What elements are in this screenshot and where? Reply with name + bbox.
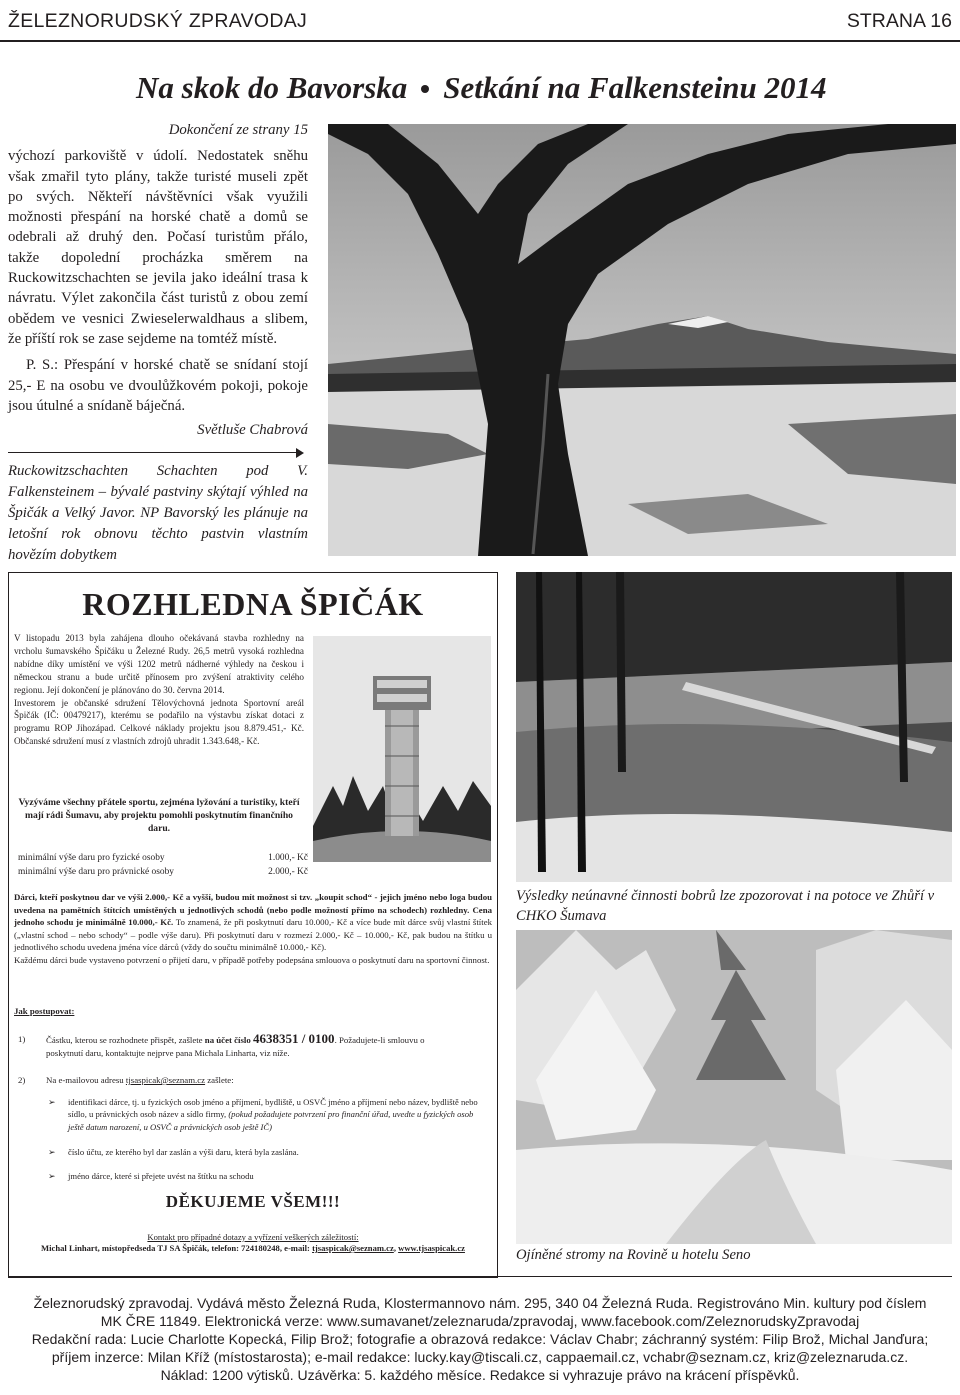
buy-a-step-info xyxy=(14,891,492,966)
step-text-tail: . Požadujete-li smlouvu o poskytnutí daru, kontaktujte nejprve pana Michala Linharta, viz níže. xyxy=(46,1035,425,1058)
step-text-tail: zašlete: xyxy=(205,1075,234,1085)
contact-web-link[interactable]: www.tjsaspicak.cz xyxy=(398,1243,465,1253)
photo-beaver-stream xyxy=(516,572,952,882)
procedure-step-1 xyxy=(18,1033,458,1059)
tower-illustration xyxy=(313,636,491,862)
rozhledna-paragraph-1: V listopadu 2013 byla zahájena dlouho očekávaná stavba rozhledny na vrcholu šumavského Špičáku u Železné Rudy. 26,5 metrů vysoká rozhledna nabídne díky umístění ve výši 1202 metrů nádherné výhledy na českou i německou stranu a bude určitě přínosem pro zvýšení atraktivity celého regionu. Její dokončení je plánováno do 30. června 2014. xyxy=(14,633,304,695)
account-number: 4638351 / 0100 xyxy=(252,1031,335,1046)
article-paragraph: výchozí parkoviště v údolí. Nedostatek sněhu však zmařil tyto plány, takže turisté museli zpět po svých. Někteří návštěvníci však využili možnosti přespání na horské chatě a domů se odebrali až druhý den. Počasí turistům přálo, takže dopolední procházka směrem na Ruckowitzschachten se jevila jako ideální trasa k návratu. Výlet zakončila část turistů z obou zemí obědem ve vesnici Zwieselerwaldhaus a slibem, že příští rok se zase sejdeme na tomtéž místě. xyxy=(8,148,308,347)
arrow-bullet-icon: ➢ xyxy=(48,1147,56,1157)
photo-caption-falkenstein: Ruckowitzschachten Schachten pod V. Falkensteinem – bývalé pastviny skýtají výhled na Špičák a Velký Javor. NP Bavorský les plánuje na letošní rok obnovu těchto pastvin vlastním hovězím dobytkem xyxy=(8,463,308,563)
bullet-text: identifikaci dárce, tj. u fyzických osob jméno a příjmení, bydliště, u OSVČ jméno a příjmení nebo název, bydliště nebo sídlo, u právnických osob název a sídlo firmy, xyxy=(68,1097,478,1120)
donor-amount: 2.000,- Kč xyxy=(268,866,308,877)
continued-note: Dokončení ze strany 15 xyxy=(168,122,308,138)
footer-line-3: Redakční rada: Lucie Charlotte Kopecká, Filip Brož; fotografie a obrazová redakce: Václav Chabr; záchranný systém: Filip Brož, Michal Janďura; xyxy=(31,1331,929,1347)
contact-label: Kontakt pro případné dotazy a vyřízení veškerých záležitostí: xyxy=(147,1232,359,1242)
title-bullet-icon xyxy=(421,85,429,93)
bullet-text: číslo účtu, ze kterého byl dar zaslán a výši daru, která byla zaslána. xyxy=(68,1147,299,1157)
contact-email-link[interactable]: tjsaspicak@seznam.cz xyxy=(312,1243,394,1253)
article-postscript: P. S.: Přespání v horské chatě se snídaní stojí 25,- E na osobu ve dvoulůžkovém pokoji, pokoje jsou útulné a snídaně báječná. xyxy=(8,357,308,414)
thanks-heading: DĚKUJEME VŠEM!!! xyxy=(165,1192,341,1211)
footer-line-2: MK ČRE 11849. Elektronická verze: www.sumavanet/zeleznaruda/zpravodaj, www.facebook.com/ZeleznorudskyZpravodaj xyxy=(100,1313,860,1329)
footer-line-5: Náklad: 1200 výtisků. Uzávěrka: 5. každého měsíce. Redakce si vyhrazuje právo na krácení příspěvků. xyxy=(160,1367,800,1383)
caption-pointer-line xyxy=(8,452,298,453)
title-part-1: Na skok do Bavorska xyxy=(136,70,408,105)
donor-label: minimální výše daru pro právnické osoby xyxy=(18,866,174,877)
bullet-note: (pokud požadujete potvrzení pro finanční úřad, uvedte u fyzických osob ještě datum narození, u OSVČ a právnických osob ještě IČ) xyxy=(68,1109,474,1132)
donor-label: minimální výše daru pro fyzické osoby xyxy=(18,853,165,863)
photo-caption-beavers: Výsledky neúnavné činnosti bobrů lze zpozorovat i na potoce ve Zhůří v CHKO Šumava xyxy=(516,888,935,924)
photo-frosted-trees-image xyxy=(516,930,952,1244)
title-part-2: Setkání na Falkensteinu 2014 xyxy=(443,70,827,105)
step-number: 2) xyxy=(18,1075,26,1085)
bullet-account xyxy=(48,1146,478,1158)
tower-illustration-image xyxy=(313,636,491,862)
step-text: Částku, kterou se rozhodnete přispět, zašlete xyxy=(46,1035,205,1045)
article-author: Světluše Chabrová xyxy=(197,422,308,439)
step-number: 1) xyxy=(18,1034,26,1044)
donation-minimums xyxy=(18,852,308,879)
footer-imprint xyxy=(8,1294,952,1384)
photo-frosted-trees xyxy=(516,930,952,1244)
confirmation-paragraph: Každému dárci bude vystaveno potvrzení o přijetí daru, v případě potřeby podepsána smlouova o poskytnutí daru na sportovní činnost. xyxy=(14,954,490,965)
bullet-text: jméno dárce, které si přejete uvést na štítku na schodu xyxy=(68,1171,254,1181)
donor-row-company xyxy=(18,866,308,880)
contact-person: Michal Linhart, místopředseda TJ SA Špičák, telefon: 724180248, e-mail: xyxy=(41,1243,313,1253)
article-title xyxy=(136,70,836,106)
arrow-bullet-icon: ➢ xyxy=(48,1097,56,1107)
page-number: STRANA 16 xyxy=(846,10,952,32)
email-link[interactable]: tjsaspicak@seznam.cz xyxy=(125,1075,206,1085)
photo-caption-frosted-trees: Ojíněné stromy na Rovině u hotelu Seno xyxy=(516,1247,751,1263)
buy-step-bold: Dárci, kteří poskytnou dar ve výši 2.000,- Kč a vyšší, budou mít možnost si tzv. „koupit schod“ - jejich jméno nebo loga budou uvedena na pamětních štítcích umístěných u jednotlivých schodů (nebo podle možností přímo na schodech) rozhledny. Cena jednoho schodu je minimálně 10.000,- Kč. xyxy=(14,892,492,927)
header-rule xyxy=(0,40,960,42)
rozhledna-intro xyxy=(14,632,304,748)
donor-row-individual xyxy=(18,852,308,866)
caption-arrow-icon xyxy=(296,448,304,458)
photo-tree-pasture-image xyxy=(328,124,956,556)
newspaper-name: ŽELEZNORUDSKÝ ZPRAVODAJ xyxy=(8,10,308,32)
rozhledna-paragraph-2: Investorem je občanské sdružení Tělovýchovná jednota Sportovní areál Špičák (IČ: 00479217), kterému se podařilo na výstavbu získat dotaci z programu ROP Jihozápad. Celkové náklady projektu jsou 8.879.451,- Kč. Občanské sdružení musí z vlastních zdrojů uhradit 1.343.648,- Kč. xyxy=(14,697,304,747)
bullet-name xyxy=(48,1170,478,1182)
article-body xyxy=(8,120,308,440)
buy-step-rest: To znamená, že při poskytnutí daru 10.000,- Kč a více bude mít dárce svůj vlastní štítek („vlastní schod – nebo schody“ – podle výše daru). Při poskytnutí daru v rozmezí 2.000,- Kč – 10.000,- Kč, pak budou na štítku u jednotlivého schodu uvedena jména více dárců (vždy do součtu minimálně 10.000,- Kč). xyxy=(14,917,492,952)
procedure-heading xyxy=(14,1005,492,1018)
footer-line-1: Železnorudský zpravodaj. Vydává město Železná Ruda, Klostermannovo nám. 295, 340 04 Železná Ruda. Registrováno Min. kultury pod číslem xyxy=(33,1295,927,1311)
arrow-bullet-icon: ➢ xyxy=(48,1171,56,1181)
contact-separator: , xyxy=(393,1243,399,1253)
footer-rule xyxy=(8,1276,952,1277)
contact-info xyxy=(8,1232,498,1254)
step-text: Na e-mailovou adresu xyxy=(46,1075,126,1085)
bullet-identification xyxy=(48,1096,478,1133)
contact-line xyxy=(8,1243,498,1254)
donor-amount: 1.000,- Kč xyxy=(268,853,308,863)
procedure-label: Jak postupovat: xyxy=(14,1006,75,1016)
donation-appeal: Vyzýváme všechny přátele sportu, zejména lyžování a turistiky, kteří mají rádi Šumavu, aby projektu pomohli poskytnutím finančního daru. xyxy=(18,797,300,835)
photo-tree-pasture xyxy=(328,124,956,556)
step-account-label: na účet číslo xyxy=(204,1035,251,1045)
rozhledna-title: ROZHLEDNA ŠPIČÁK xyxy=(82,586,424,622)
footer-line-4: příjem inzerce: Milan Kříž (místostarosta); e-mail redakce: lucky.kay@tiscali.cz, cappaemail.cz, vchabr@seznam.cz, kriz@zeleznaruda.cz. xyxy=(51,1349,909,1365)
buy-step-paragraph xyxy=(14,891,492,954)
procedure-step-2 xyxy=(18,1074,458,1087)
photo-beaver-stream-image xyxy=(516,572,952,882)
